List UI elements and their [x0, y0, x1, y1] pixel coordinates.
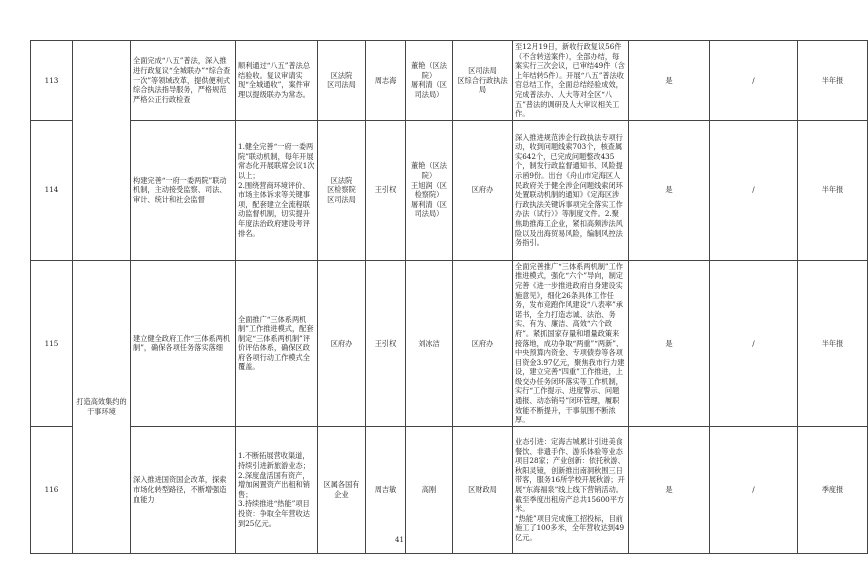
lead-leader-cell: 周志海: [366, 41, 406, 121]
issue-cell: /: [710, 260, 798, 426]
measure-cell: 深入推进国资国企改革，探索市场化转型路径，不断增强造血能力: [131, 426, 236, 553]
lead-leader-cell: 王引权: [366, 120, 406, 260]
issue-cell: /: [710, 41, 798, 121]
table-row: [31, 120, 868, 260]
lead-unit-cell: 区法院 区检察院 区司法局: [318, 120, 366, 260]
lead-unit-cell: 区属各国有企业: [318, 426, 366, 553]
responsible-unit-cell: 区司法局 区综合行政执法局: [453, 41, 513, 121]
lead-leader-cell: 王引权: [366, 260, 406, 426]
lead-unit-cell: 区法院 区司法局: [318, 41, 366, 121]
on-track-cell: 是: [629, 120, 710, 260]
measure-cell: 建立健全政府工作“三体系两机制”，确保各项任务落实落细: [131, 260, 236, 426]
table-row: [31, 41, 868, 121]
goal-cell: 1.不断拓展营收渠道，持续引进新旅游业态； 2.深度盘活国有资产，增加闲置资产出租和销售； 3.持续推进“热能”项目投资：争取全年营收达到25亿元。: [236, 426, 318, 553]
responsible-person-cell: 董艳（区法院） 王旭润（区检察院） 屠利清（区司法局）: [406, 120, 453, 260]
progress-cell: 至12月19日，新收行政复议56件（不含转送案件），全部办结，每案实行三次会议，已审结49件（含上年结转5件）。开展“八五”普法收官总结工作，全面总结经验成效，完成普法办、人大等对全区“八五”普法的调研及人大审议相关工作。: [513, 41, 629, 121]
goal-cell: 全面推广“三体系两机制”工作推进模式，配套制定“三体系两机制”评价评估体系，确保区政府各项行动工作模式全覆盖。: [236, 260, 318, 426]
responsible-unit-cell: 区财政局: [453, 426, 513, 553]
responsible-unit-cell: 区府办: [453, 120, 513, 260]
row-number: 115: [31, 260, 73, 426]
report-type-cell: 半年报: [798, 120, 868, 260]
row-number: 116: [31, 426, 73, 553]
goal-cell: 顺利通过“八五”普法总结验收。复议审请实现“全城通收”，案件审理以提级联办为常态。: [236, 41, 318, 121]
task-table: [30, 40, 868, 554]
on-track-cell: 是: [629, 260, 710, 426]
row-number: 114: [31, 120, 73, 260]
lead-leader-cell: 周吉敏: [366, 426, 406, 553]
row-number: 113: [31, 41, 73, 121]
on-track-cell: 是: [629, 426, 710, 553]
task-group-cell-blank: [73, 120, 131, 260]
responsible-person-cell: 刘冰洁: [406, 260, 453, 426]
progress-cell: 业态引进：定海古城累计引进美食餐饮、非遗手作、游乐体验等业态项目28家；产业创新：依托秋游、秋阳灵镜，创新推出南洞秋围三日带客，服务16所学校开展秋游；开展“东海福泉”线上线下营销活动。 截至季度出租房产总共15600平方米。 “热能”项目完成施工招投标，目前施工了100多米，全年营收达到49亿元。: [513, 426, 629, 553]
measure-cell: 构建完善“一府一委两院”联动机制，主动接受监察、司法、审计、统计和社会监督: [131, 120, 236, 260]
page-number: 41: [395, 536, 404, 544]
responsible-person-cell: 高刚: [406, 426, 453, 553]
task-group-cell-blank: [73, 41, 131, 121]
responsible-person-cell: 董艳（区法院） 屠利清（区司法局）: [406, 41, 453, 121]
issue-cell: /: [710, 120, 798, 260]
table-row: [31, 426, 868, 553]
report-type-cell: 半年报: [798, 41, 868, 121]
lead-unit-cell: 区府办: [318, 260, 366, 426]
goal-cell: 1.健全完善“一府一委两院”联动机制，每年开展常态化开展联席会议1次以上； 2.围绕营商环境评价、市场主体诉求等关键事项，配套建立全流程联动监督机制，切实提升年度法治政府建设考评排名。: [236, 120, 318, 260]
responsible-unit-cell: 区府办: [453, 260, 513, 426]
report-type-cell: 季度报: [798, 426, 868, 553]
table-row: [31, 260, 868, 426]
task-group-cell: 打造高效集约的干事环境: [73, 260, 131, 553]
issue-cell: /: [710, 426, 798, 553]
progress-cell: 全面完善推广“三体系两机制”工作推进模式，强化“六个”导向，制定完善《进一步推进政府自身建设实施意见》，细化26条具体工作任务，发布竞跑作风建设“八表率”承诺书，全力打造志诚、法治、务实、有为、廉洁、高效“六个政府”。紧抓国家存量和增量政策来接落地，成功争取“两重”“两新”、中央预算内资金、专项债券等各项目资金3.97亿元，聚焦我市行力建设，建立完善“四重”工作推进，上级交办任务闭环落实等工作机制，实行“工作提示、进度警示、问题通报、动态销号”闭环管理，履职效能不断提升，干事氛围不断浓厚。: [513, 260, 629, 426]
on-track-cell: 是: [629, 41, 710, 121]
report-type-cell: 半年报: [798, 260, 868, 426]
measure-cell: 全面完成“八五”普法，深入推进行政复议“全城联办”“综合查一次”等领域改革，提供便利式综合执法指导服务，严格规范严格公正行政检查: [131, 41, 236, 121]
progress-cell: 深入推进规范涉企行政执法专项行动，收到问题线索703个，核查属实642个，已完成问题整改435个，制发行政监督通知书、风险提示函9份。出台《舟山市定海区人民政府关于健全涉企问题线索闭环处置联动机制的通知》《定海区涉行政执法关键诉事项完全落实工作办法（试行）》等制度文件。2.聚焦助推海工企业，紧扣高频涉法风险以及出海贸易风险，编制风控法务指引。: [513, 120, 629, 260]
